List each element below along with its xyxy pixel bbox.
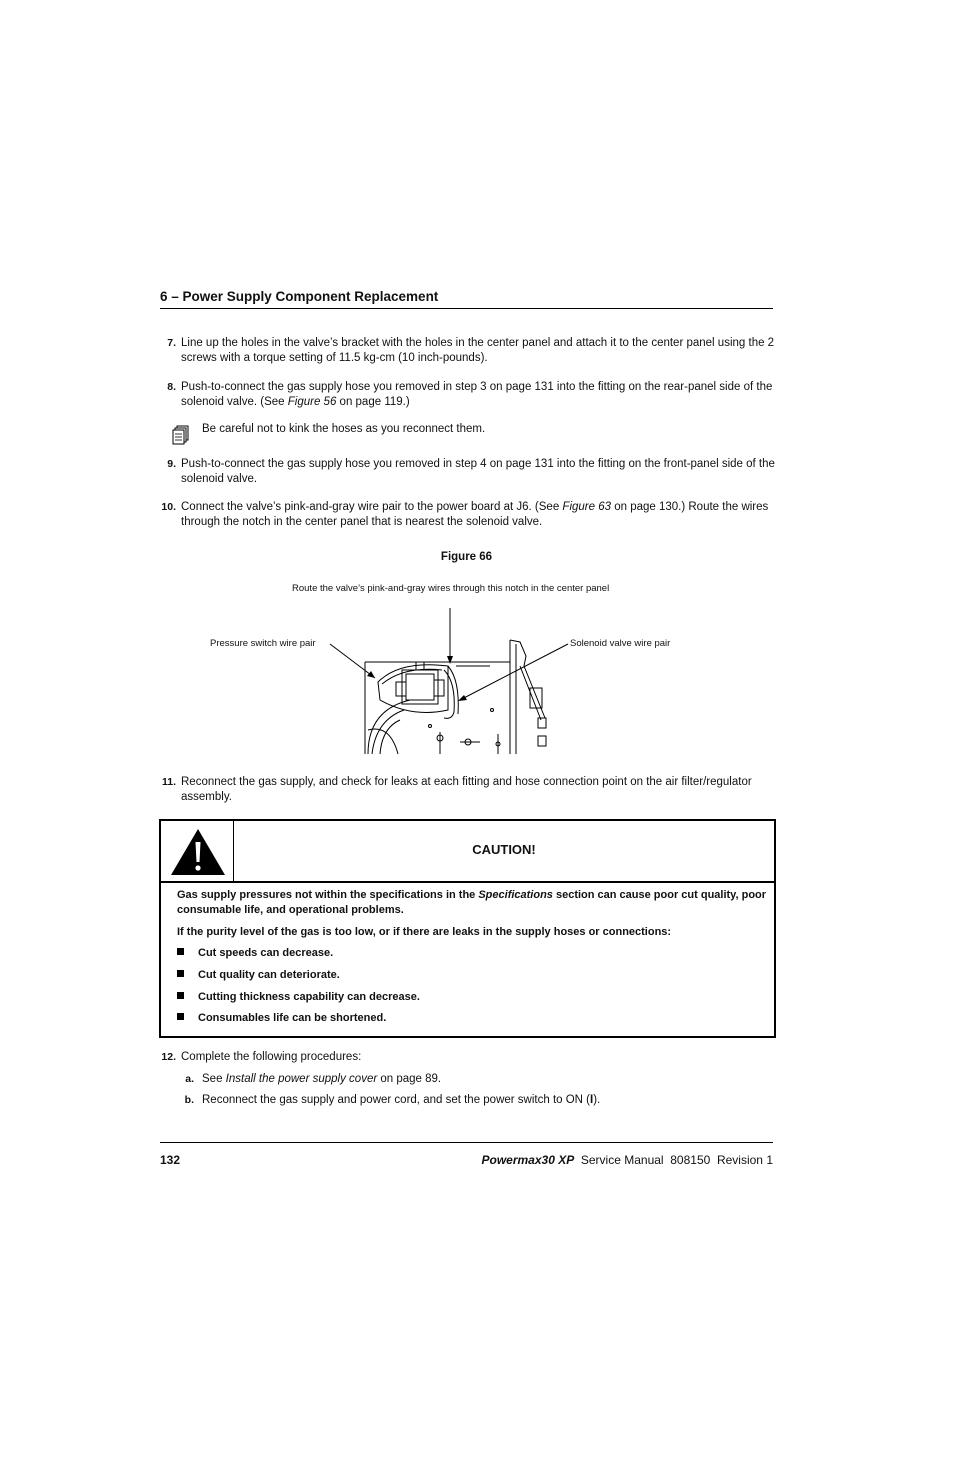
section-title: 6 – Power Supply Component Replacement [160,289,439,304]
substep-text [202,1093,762,1108]
step-number: 11. [161,776,176,788]
substep-text-part: ). [593,1094,601,1106]
caution-box [159,819,776,1038]
step-number: 9. [167,458,176,470]
figure-label-pressure-switch: Pressure switch wire pair [210,638,316,649]
substep-text-part: Reconnect the gas supply and power cord, and set the power switch to ON ( [202,1094,591,1106]
substep-letter: a. [185,1073,194,1085]
leader-line-left [330,644,375,678]
product-name: Powermax30 XP [481,1153,575,1167]
caution-bullet-text: Cut speeds can decrease. [198,947,334,959]
substep-text-part: on page 89. [377,1073,442,1085]
figure-label-notch: Route the valve’s pink-and-gray wires through this notch in the center panel [292,583,610,594]
caution-bullet [177,947,333,959]
step-text-part: on page 119.) [336,396,410,408]
caution-bullet [177,991,420,1003]
substep-text [202,1072,762,1087]
warning-icon [169,827,227,877]
note-icon [172,425,190,450]
step-text-part: Push-to-connect the gas supply hose you removed in step 3 on page 131 into the fitting on the rear-panel side of the solenoid valve. (See [181,381,773,408]
note-text: Be careful not to kink the hoses as you reconnect them. [202,423,486,435]
step-text: Complete the following procedures: [181,1051,362,1063]
caution-title: CAUTION! [472,842,536,857]
caution-bullet [177,1012,386,1024]
step-text [181,380,775,410]
footer-rule [160,1142,773,1143]
figure-title: Figure 66 [440,551,493,563]
solenoid-valve-illustration [320,600,580,760]
document-id: Service Manual 808150 Revision 1 [580,1153,773,1167]
caution-bullet [177,969,340,981]
step-text: Reconnect the gas supply, and check for leaks at each fitting and hose connection point on the air filter/regulator assembly. [181,776,752,803]
caution-bullet-text: Cut quality can deteriorate. [198,969,340,981]
caution-bullet-text: Consumables life can be shortened. [198,1012,387,1024]
step-text: Line up the holes in the valve’s bracket with the holes in the center panel and attach it to the center panel using the 2 screws with a torque setting of 11.5 kg-cm (10 inch-pounds). [181,337,775,364]
step-number: 7. [167,337,176,349]
caution-text-part: section can cause poor cut quality, poor consumable life, and operational problems. [177,889,767,916]
substep-text-part: See [202,1073,226,1085]
caution-bullet-text: Cutting thickness capability can decrease. [198,991,420,1003]
footer-document-info [481,1153,773,1167]
step-number: 12. [161,1051,176,1063]
figure-reference: Figure 56 [287,396,337,408]
section-reference: Install the power supply cover [225,1073,378,1085]
figure-reference: Figure 63 [562,501,612,513]
caution-icon-cell [161,821,234,881]
substep-letter: b. [184,1094,194,1106]
figure-label-solenoid-valve: Solenoid valve wire pair [570,638,671,649]
step-text [181,500,775,530]
step-text-part: on page 130.) Route the wires through the notch in the center panel that is nearest the solenoid valve. [181,501,769,528]
step-text: Push-to-connect the gas supply hose you removed in step 4 on page 131 into the fitting on the front-panel side of the solenoid valve. [181,458,775,485]
caution-reference: Specifications [478,889,553,901]
step-text-part: Connect the valve’s pink-and-gray wire pair to the power board at J6. (See [181,501,563,513]
power-on-symbol: I [590,1094,594,1106]
page-number: 132 [160,1153,181,1167]
caution-divider [161,881,774,883]
caution-text-part: Gas supply pressures not within the specifications in the [177,889,479,901]
step-number: 8. [167,381,176,393]
header-rule [160,308,773,309]
caution-paragraph-2: If the purity level of the gas is too low, or if there are leaks in the supply hoses or connections: [177,926,672,938]
leader-line-right [460,644,568,700]
caution-paragraph-1 [177,888,767,918]
step-number: 10. [161,501,176,513]
